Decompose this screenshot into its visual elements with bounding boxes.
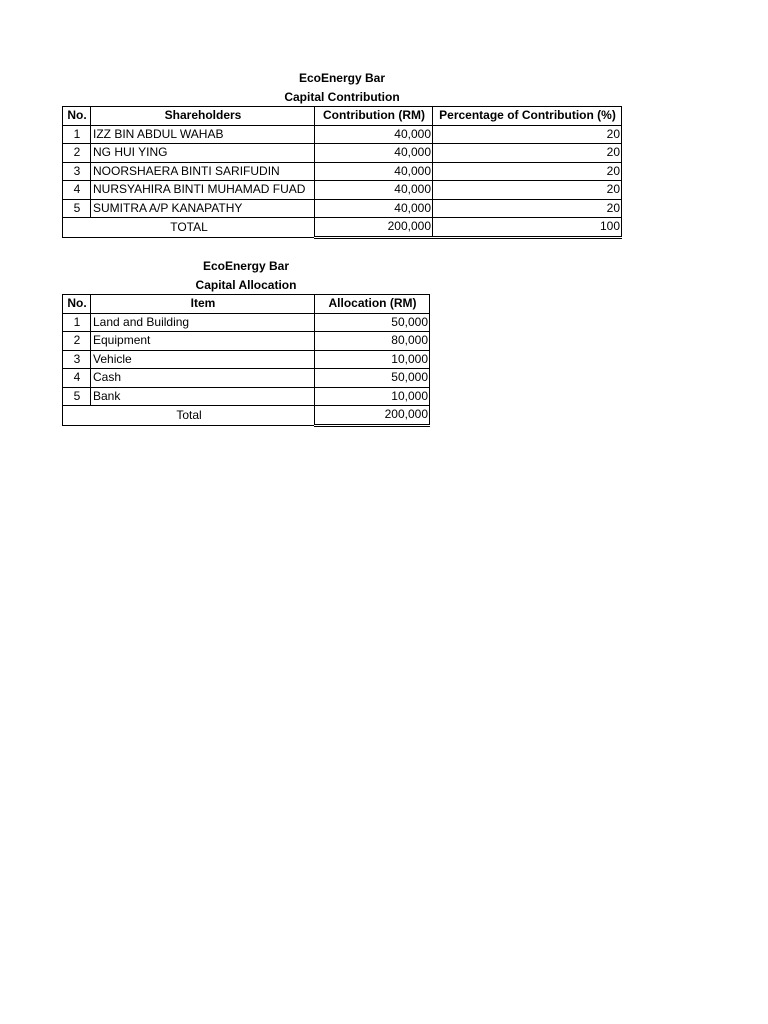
contribution-percentage: 20 — [433, 162, 622, 181]
column-header-shareholders: Shareholders — [91, 107, 315, 126]
allocation-amount: 10,000 — [315, 350, 430, 369]
contribution-percentage: 20 — [433, 181, 622, 200]
column-header-percentage: Percentage of Contribution (%) — [433, 107, 622, 126]
row-number: 4 — [63, 181, 91, 200]
total-label: TOTAL — [63, 218, 315, 238]
table-row — [63, 332, 430, 351]
table-row — [63, 199, 622, 218]
table-row — [63, 162, 622, 181]
total-row — [63, 218, 622, 238]
shareholder-name: NURSYAHIRA BINTI MUHAMAD FUAD — [91, 181, 315, 200]
table-row — [63, 387, 430, 406]
capital-allocation-table — [62, 294, 430, 427]
contribution-amount: 40,000 — [315, 162, 433, 181]
capital-contribution-table — [62, 106, 622, 239]
shareholder-name: NOORSHAERA BINTI SARIFUDIN — [91, 162, 315, 181]
row-number: 1 — [63, 125, 91, 144]
allocation-item: Equipment — [91, 332, 315, 351]
contribution-amount: 40,000 — [315, 144, 433, 163]
shareholder-name: IZZ BIN ABDUL WAHAB — [91, 125, 315, 144]
contribution-percentage: 20 — [433, 125, 622, 144]
total-row — [63, 406, 430, 426]
row-number: 2 — [63, 332, 91, 351]
total-percentage: 100 — [433, 218, 622, 238]
table-row — [63, 350, 430, 369]
contribution-amount: 40,000 — [315, 125, 433, 144]
allocation-amount: 50,000 — [315, 313, 430, 332]
total-allocation: 200,000 — [315, 406, 430, 426]
row-number: 4 — [63, 369, 91, 388]
column-header-contribution: Contribution (RM) — [315, 107, 433, 126]
row-number: 3 — [63, 162, 91, 181]
row-number: 5 — [63, 199, 91, 218]
table-header-row — [63, 295, 430, 314]
table-row — [63, 125, 622, 144]
allocation-table-title: Capital Allocation — [195, 278, 297, 292]
contribution-percentage: 20 — [433, 144, 622, 163]
contribution-table-title: Capital Contribution — [284, 90, 400, 104]
table-row — [63, 144, 622, 163]
column-header-no: No. — [63, 295, 91, 314]
column-header-item: Item — [91, 295, 315, 314]
row-number: 3 — [63, 350, 91, 369]
table-row — [63, 181, 622, 200]
contribution-amount: 40,000 — [315, 181, 433, 200]
allocation-item: Cash — [91, 369, 315, 388]
allocation-item: Bank — [91, 387, 315, 406]
total-contribution: 200,000 — [315, 218, 433, 238]
shareholder-name: SUMITRA A/P KANAPATHY — [91, 199, 315, 218]
contribution-percentage: 20 — [433, 199, 622, 218]
row-number: 2 — [63, 144, 91, 163]
allocation-company-name: EcoEnergy Bar — [202, 259, 290, 273]
contribution-company-name: EcoEnergy Bar — [298, 71, 386, 85]
table-row — [63, 313, 430, 332]
row-number: 5 — [63, 387, 91, 406]
contribution-amount: 40,000 — [315, 199, 433, 218]
allocation-item: Land and Building — [91, 313, 315, 332]
allocation-amount: 80,000 — [315, 332, 430, 351]
row-number: 1 — [63, 313, 91, 332]
column-header-allocation: Allocation (RM) — [315, 295, 430, 314]
total-label: Total — [63, 406, 315, 426]
column-header-no: No. — [63, 107, 91, 126]
allocation-amount: 50,000 — [315, 369, 430, 388]
table-row — [63, 369, 430, 388]
table-header-row — [63, 107, 622, 126]
allocation-amount: 10,000 — [315, 387, 430, 406]
allocation-item: Vehicle — [91, 350, 315, 369]
shareholder-name: NG HUI YING — [91, 144, 315, 163]
